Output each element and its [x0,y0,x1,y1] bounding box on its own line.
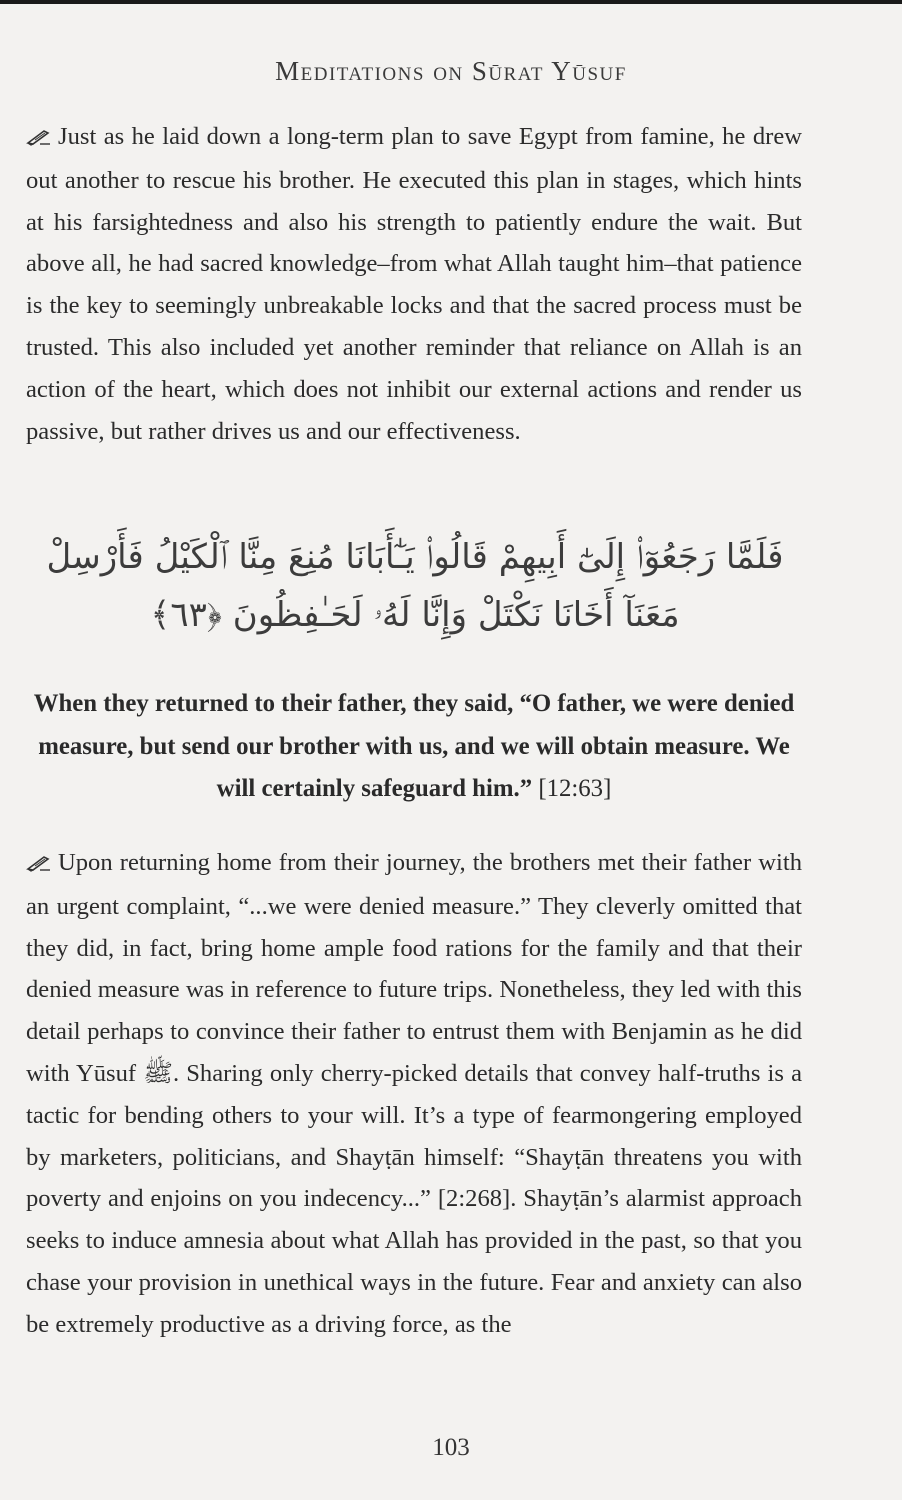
running-head: Meditations on Sūrat Yūsuf [275,56,627,86]
translation-text: When they returned to their father, they said, “O father, we were denied measure, but send our brother with us, and we will obtain measure. We will certainly safeguard him.” [33,690,795,802]
pen-nib-icon [26,118,52,160]
verse-translation [26,683,802,811]
paragraph-1-text: Just as he laid down a long-term plan to save Egypt from famine, he drew out another to rescue his brother. He executed this plan in stages, which hints at his farsightedness and also his strength to patiently endure the wait. But above all, he had sacred knowledge–from what Allah taught him–that patience is the key to seemingly unbreakable locks and that the sacred process must be trusted. This also included yet another reminder that reliance on Allah is an action of the heart, which does not inhibit our external actions and render us passive, but rather drives us and our effectiveness. [26,123,802,445]
page-number: 103 [432,1434,470,1461]
verse-reference: [12:63] [538,775,612,802]
arabic-verse: فَلَمَّا رَجَعُوٓا۟ إِلَىٰٓ أَبِيهِمْ قَالُوا۟ يَـٰٓأَبَانَا مُنِعَ مِنَّا ٱلْكَيْلُ فَأَرْسِلْ مَعَنَآ أَخَانَا نَكْتَلْ وَإِنَّا لَهُۥ لَحَـٰفِظُونَ ﴿٦٣﴾ [46,537,784,635]
pen-nib-icon [26,844,52,886]
paragraph-2-text: Upon returning home from their journey, the brothers met their father with an urgent complaint, “...we were denied measure.” They cleverly omitted that they did, in fact, bring home ample food rations for the family and that their denied measure was in reference to future trips. Nonetheless, they led with this detail perhaps to convince their father to entrust them with Benjamin as he did with Yūsuf ﷺ. Sharing only cherry-picked details that convey half-truths is a tactic for bending others to your will. It’s a type of fearmongering employed by marketers, politicians, and Shayṭān himself: “Shayṭān threatens you with poverty and enjoins on you indecency...” [2:268]. Shayṭān’s alarmist approach seeks to induce amnesia about what Allah has provided in the past, so that you chase your provision in unethical ways in the future. Fear and anxiety can also be extremely productive as a driving force, as the [26,849,802,1338]
paragraph-2 [26,842,802,1346]
paragraph-1 [26,116,802,452]
